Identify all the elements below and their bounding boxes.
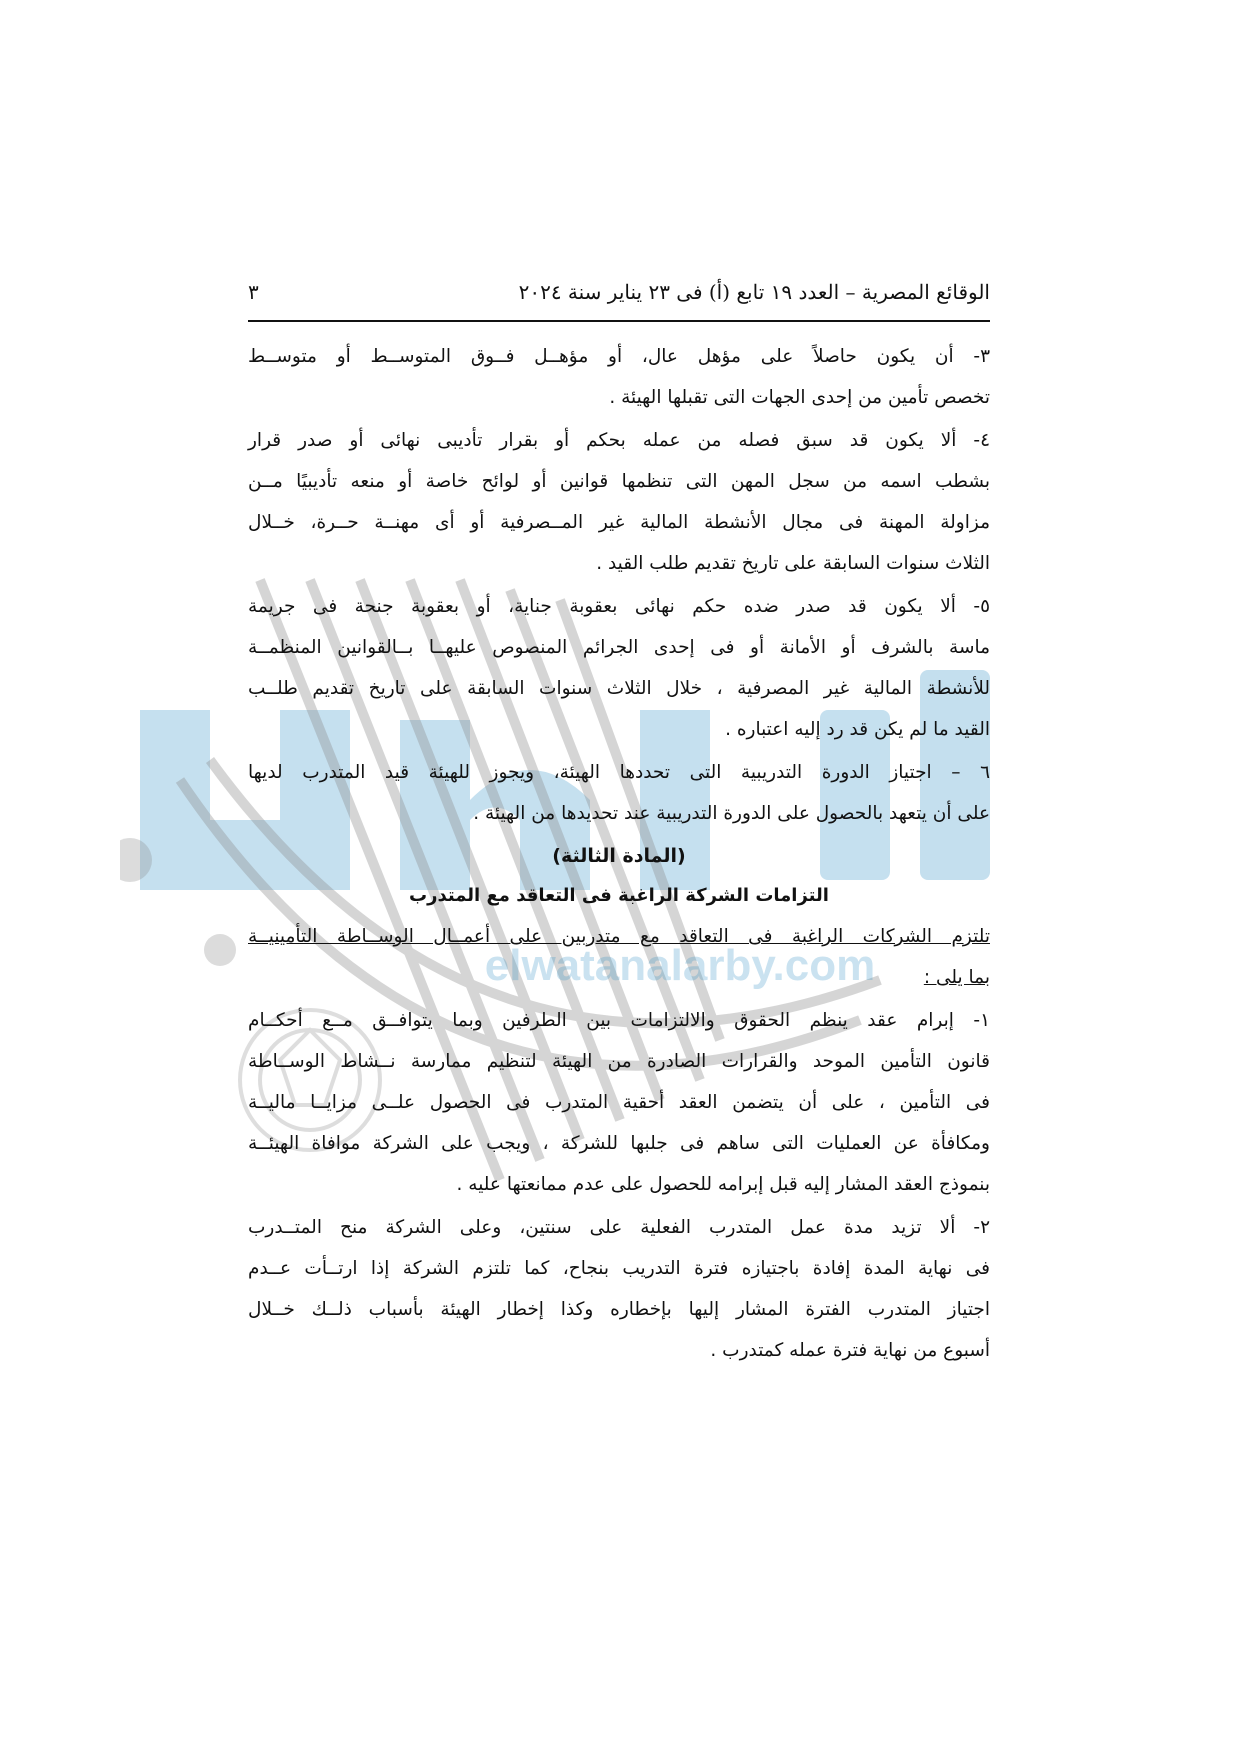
text-line: ٦ – اجتياز الدورة التدريبية التى تحددها الهيئة، ويجوز للهيئة قيد المتدرب لديها — [248, 762, 990, 783]
text-line: للأنشطة المالية غير المصرفية ، خلال الثلاث سنوات السابقة على تاريخ تقديم طلــب — [248, 678, 990, 699]
text-line: أسبوع من نهاية فترة عمله كمتدرب . — [710, 1340, 990, 1361]
page-header — [248, 280, 990, 322]
text-line: ومكافأة عن العمليات التى ساهم فى جلبها للشركة ، ويجب على الشركة موافاة الهيئــة — [248, 1133, 990, 1154]
header-title: الوقائع المصرية – العدد ١٩ تابع (أ) فى ٢٣ يناير سنة ٢٠٢٤ — [518, 280, 990, 304]
text-line: القيد ما لم يكن قد رد إليه اعتباره . — [725, 719, 990, 740]
text-line: الثلاث سنوات السابقة على تاريخ تقديم طلب القيد . — [596, 553, 990, 574]
text-line: فى التأمين ، على أن يتضمن العقد أحقية المتدرب فى الحصول علــى مزايــا ماليــة — [248, 1092, 990, 1113]
text-line: قانون التأمين الموحد والقرارات الصادرة من الهيئة لتنظيم ممارسة نــشاط الوســاطة — [248, 1051, 990, 1072]
text-line: ٤- ألا يكون قد سبق فصله من عمله بحكم أو بقرار تأديبى نهائى أو صدر قرار — [248, 430, 990, 451]
page-number: ٣ — [248, 280, 259, 304]
condition-4 — [248, 420, 990, 584]
text-line: ماسة بالشرف أو الأمانة أو فى إحدى الجرائم المنصوص عليهــا بــالقوانين المنظمــة — [248, 637, 990, 658]
text-line: ٣- أن يكون حاصلاً على مؤهل عال، أو مؤهــل فــوق المتوســط أو متوســط — [248, 346, 990, 367]
obligation-2 — [248, 1207, 990, 1371]
text-line: بشطب اسمه من سجل المهن التى تنظمها قوانين أو لوائح خاصة أو منعه تأديبيًا مــن — [248, 471, 990, 492]
text-line: اجتياز المتدرب الفترة المشار إليها بإخطاره وكذا إخطار الهيئة بأسباب ذلــك خــلال — [248, 1299, 990, 1320]
gazette-page — [248, 280, 990, 1373]
watermark-dot — [120, 838, 152, 882]
text-line: ١- إبرام عقد ينظم الحقوق والالتزامات بين الطرفين وبما يتوافــق مــع أحكــام — [248, 1010, 990, 1031]
article-subtitle: التزامات الشركة الراغبة فى التعاقد مع المتدرب — [409, 885, 829, 906]
condition-5 — [248, 586, 990, 750]
text-line: ٥- ألا يكون قد صدر ضده حكم نهائى بعقوبة جناية، أو بعقوبة جنحة فى جريمة — [248, 596, 990, 617]
text-line: مزاولة المهنة فى مجال الأنشطة المالية غير المــصرفية أو أى مهنــة حــرة، خــلال — [248, 512, 990, 533]
text-line: تخصص تأمين من إحدى الجهات التى تقبلها الهيئة . — [609, 387, 990, 408]
watermark-url: elwatanalarby.com — [484, 941, 876, 990]
text-line: ٢- ألا تزيد مدة عمل المتدرب الفعلية على سنتين، وعلى الشركة منح المتــدرب — [248, 1217, 990, 1238]
watermark-dot — [204, 934, 236, 966]
text-line: تلتزم الشركات الراغبة فى التعاقد مع متدربين على أعمــال الوســاطة التأمينيــة — [248, 926, 990, 947]
text-line: على أن يتعهد بالحصول على الدورة التدريبية عند تحديدها من الهيئة . — [473, 803, 990, 824]
text-line: فى نهاية المدة إفادة باجتيازه فترة التدريب بنجاح، كما تلتزم الشركة إذا ارتــأت عــدم — [248, 1258, 990, 1279]
condition-6 — [248, 752, 990, 834]
article-title: (المادة الثالثة) — [552, 845, 686, 867]
text-line: بما يلى : — [923, 967, 990, 988]
text-line: بنموذج العقد المشار إليه قبل إبرامه للحصول على عدم ممانعتها عليه . — [456, 1174, 990, 1195]
condition-3 — [248, 336, 990, 418]
article-intro — [248, 916, 990, 998]
obligation-1 — [248, 1000, 990, 1205]
